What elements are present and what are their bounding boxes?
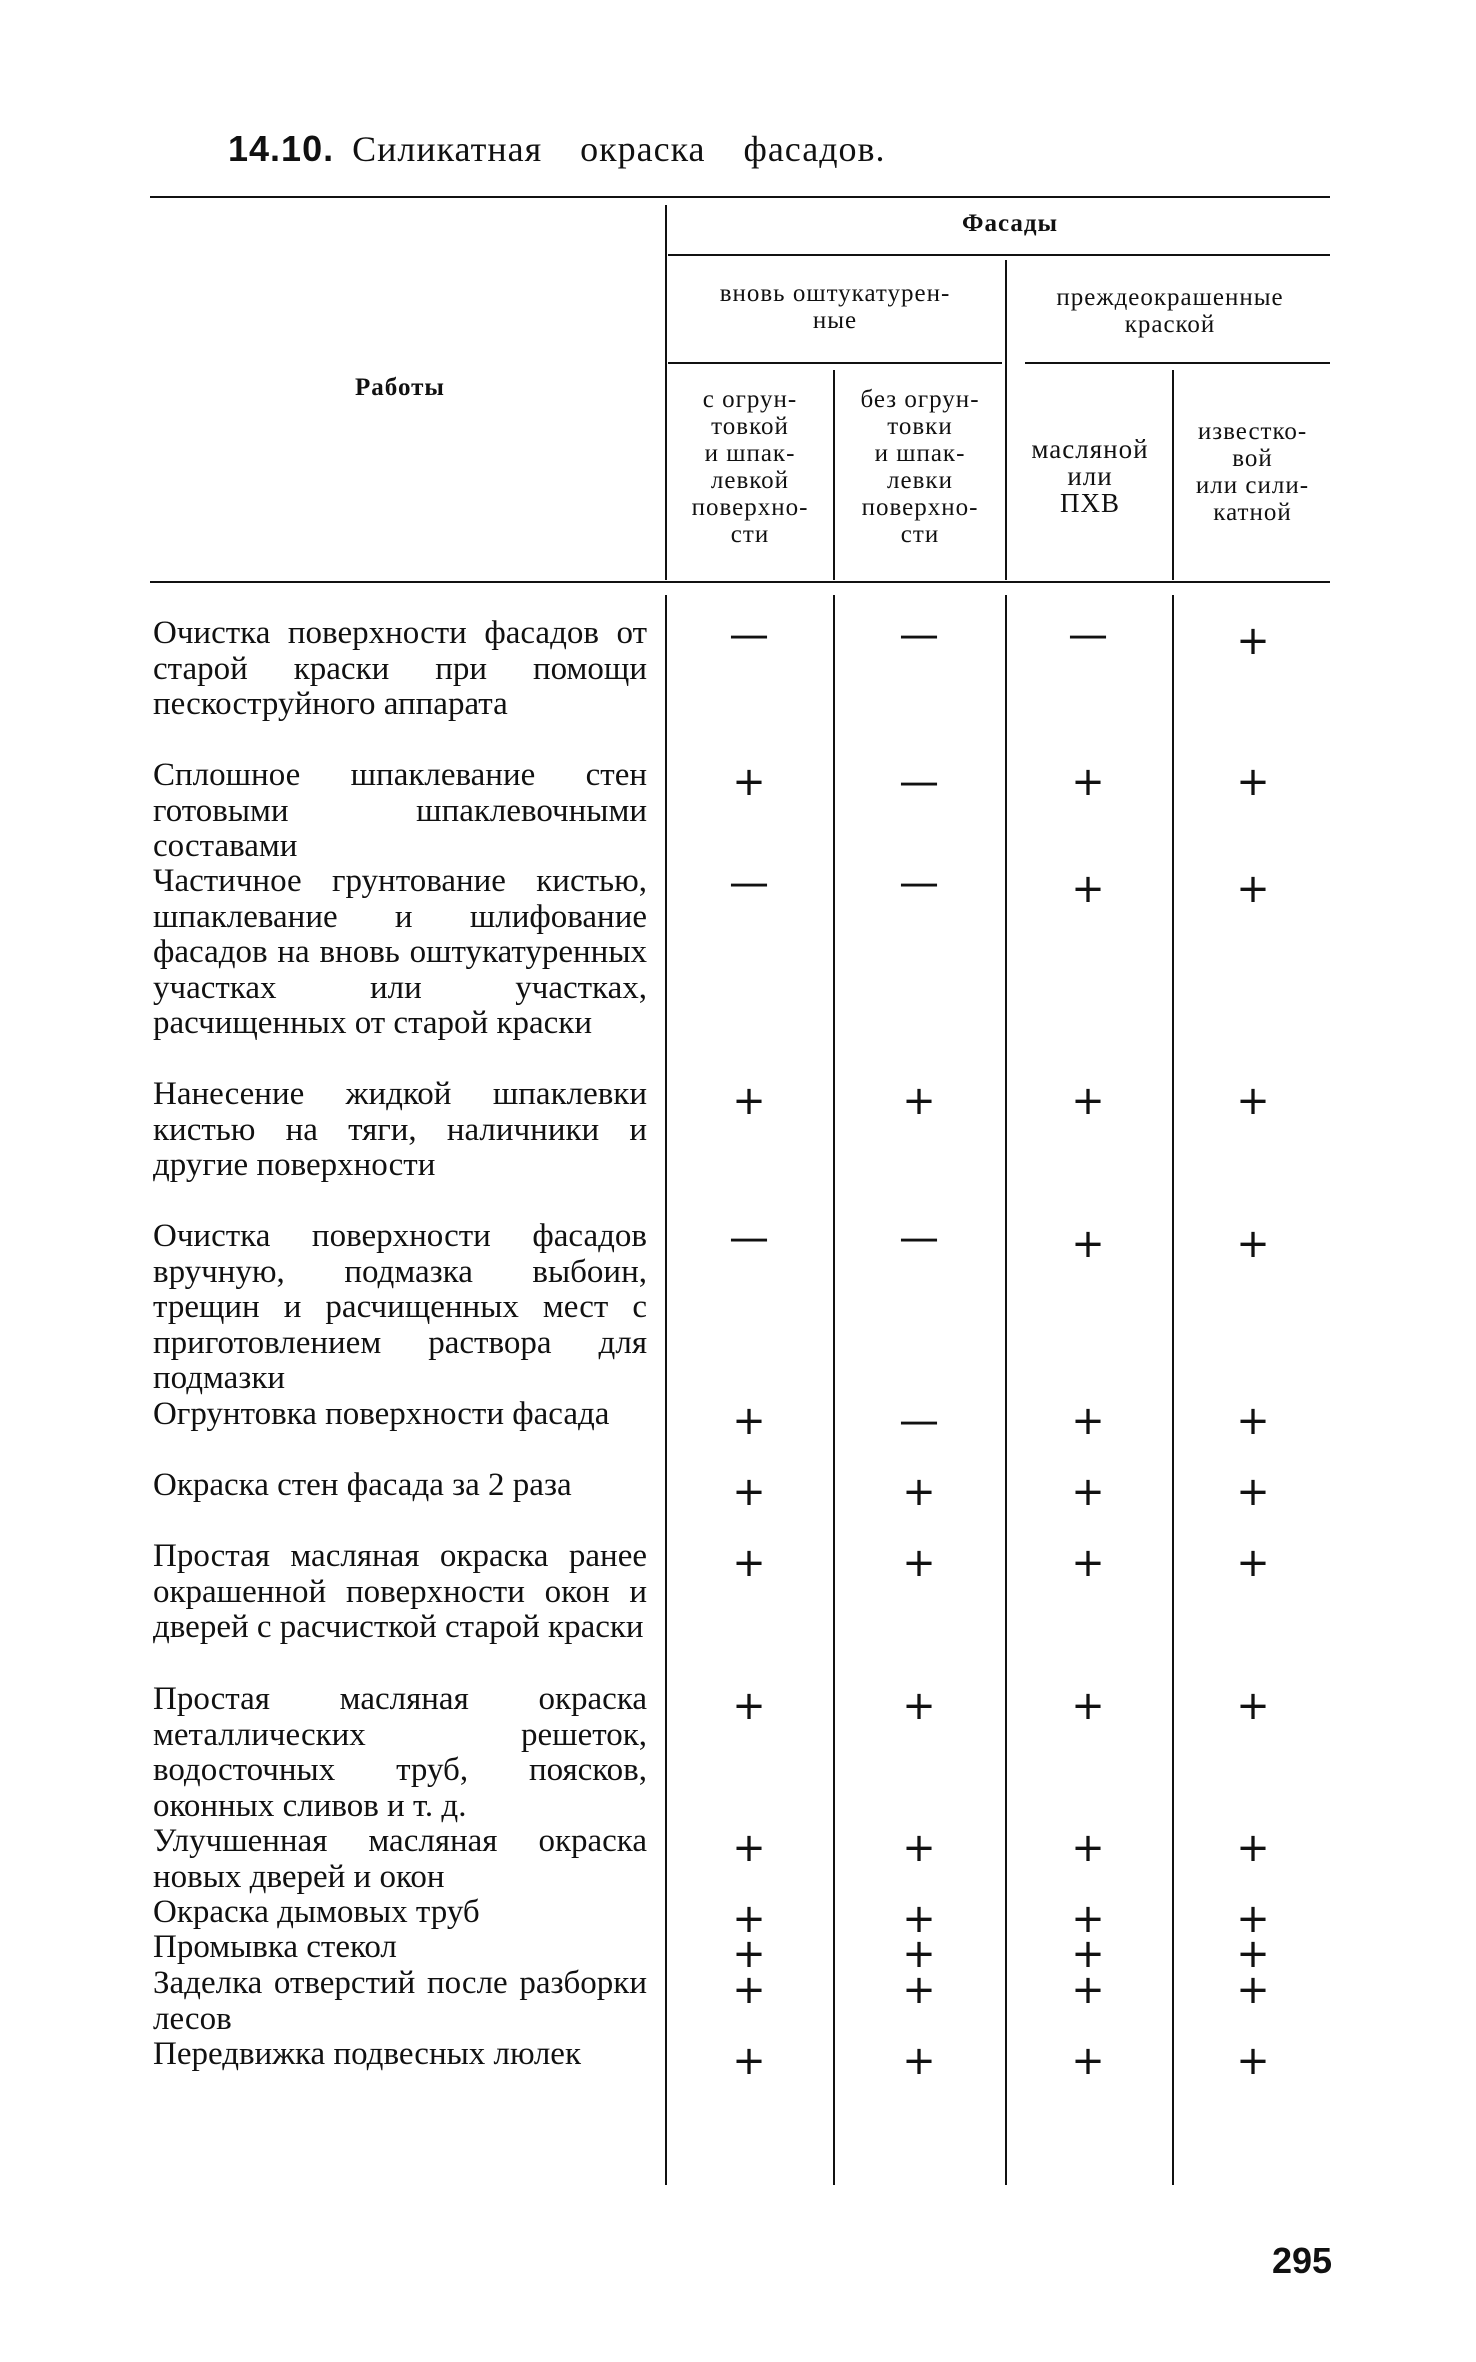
row-mark: + — [732, 1825, 766, 1871]
section-title-text: Силикатная окраска фасадов. — [352, 129, 886, 169]
row-mark: + — [902, 1540, 936, 1586]
table-top-rule — [150, 196, 1330, 198]
header-group-painted: преждеокрашенные краской — [1056, 284, 1284, 338]
row-mark: + — [1071, 1683, 1105, 1729]
section-number: 14.10. — [228, 128, 335, 169]
column-divider-groups — [1005, 260, 1007, 580]
table-row-label: Окраска стен фасада за 2 раза — [153, 1467, 572, 1503]
table-row-label: Сплошное шпаклевание стен готовыми шпаклевочными составами — [153, 757, 647, 864]
column-divider-works — [665, 205, 667, 580]
row-mark: + — [1236, 1931, 1270, 1977]
row-mark: + — [1071, 1540, 1105, 1586]
table-row-label: Окраска дымовых труб — [153, 1894, 480, 1930]
row-mark: + — [902, 1078, 936, 1124]
row-mark: + — [1236, 1683, 1270, 1729]
row-mark: + — [1071, 1469, 1105, 1515]
row-mark: + — [1071, 1967, 1105, 2013]
row-mark: + — [902, 1469, 936, 1515]
row-mark: + — [732, 1683, 766, 1729]
row-mark: + — [732, 1967, 766, 2013]
row-mark: — — [899, 1215, 939, 1261]
table-row-label: Простая масляная окраска металлических решеток, водосточных труб, поясков, оконных сливов и т. д. — [153, 1681, 647, 1824]
header-bottom-rule — [150, 581, 1330, 583]
row-mark: + — [1236, 2038, 1270, 2084]
row-mark: + — [1071, 1221, 1105, 1267]
header-col-without-priming: без огрун- товки и шпак- левки поверхно- сти — [860, 386, 980, 548]
body-column-divider-3 — [1172, 595, 1174, 2185]
row-mark: + — [902, 1683, 936, 1729]
header-col-with-priming: с огрун- товкой и шпак- левкой поверхно- сти — [691, 386, 809, 548]
header-col-oil-pvc: масляной или ПХВ — [1031, 434, 1149, 518]
row-mark: + — [1071, 759, 1105, 805]
row-mark: — — [729, 612, 769, 658]
group-painted-rule — [1025, 362, 1330, 364]
row-mark: + — [1236, 1825, 1270, 1871]
row-mark: + — [732, 2038, 766, 2084]
table-row-label: Промывка стекол — [153, 1929, 397, 1965]
row-mark: + — [732, 1078, 766, 1124]
row-mark: + — [732, 1896, 766, 1942]
row-mark: — — [899, 1398, 939, 1444]
row-mark: + — [1071, 1398, 1105, 1444]
row-mark: + — [1071, 2038, 1105, 2084]
row-mark: + — [1236, 1221, 1270, 1267]
row-mark: — — [729, 1215, 769, 1261]
row-mark: + — [1236, 1398, 1270, 1444]
row-mark: + — [902, 1931, 936, 1977]
row-mark: + — [902, 1896, 936, 1942]
row-mark: + — [1236, 1896, 1270, 1942]
row-mark: + — [1236, 1469, 1270, 1515]
table-row-label: Очистка поверхности фасадов вручную, подмазка выбоин, трещин и расчищенных мест с приготовлением раствора для подмазки — [153, 1218, 647, 1396]
row-mark: + — [1071, 1078, 1105, 1124]
table-row-label: Частичное грунтование кистью, шпаклевание и шлифование фасадов на вновь оштукатуренных участках или участках, расчищенных от старой краски — [153, 863, 647, 1041]
row-mark: + — [902, 2038, 936, 2084]
row-mark: — — [899, 860, 939, 906]
row-mark: + — [732, 1469, 766, 1515]
row-mark: + — [1236, 1078, 1270, 1124]
row-mark: — — [729, 860, 769, 906]
row-mark: + — [1071, 866, 1105, 912]
row-mark: + — [1071, 1825, 1105, 1871]
row-mark: + — [1236, 866, 1270, 912]
table-row-label: Улучшенная масляная окраска новых дверей и окон — [153, 1823, 647, 1895]
row-mark: + — [1236, 618, 1270, 664]
body-column-divider-works — [665, 595, 667, 2185]
column-divider-1 — [833, 370, 835, 580]
table-row-label: Заделка отверстий после разборки лесов — [153, 1965, 647, 2037]
body-column-divider-1 — [833, 595, 835, 2185]
body-column-divider-2 — [1005, 595, 1007, 2185]
table-row-label: Очистка поверхности фасадов от старой краски при помощи пескоструйного аппарата — [153, 615, 647, 722]
table-row-label: Огрунтовка поверхности фасада — [153, 1396, 610, 1432]
row-mark: + — [732, 1540, 766, 1586]
header-works: Работы — [355, 374, 445, 401]
column-divider-3 — [1172, 370, 1174, 580]
row-mark: + — [902, 1825, 936, 1871]
row-mark: + — [1236, 1540, 1270, 1586]
facades-rule — [668, 254, 1330, 256]
row-mark: + — [732, 1398, 766, 1444]
row-mark: + — [732, 1931, 766, 1977]
group-new-rule — [668, 362, 1002, 364]
row-mark: + — [1236, 1967, 1270, 2013]
header-facades: Фасады — [961, 210, 1059, 237]
row-mark: — — [899, 759, 939, 805]
row-mark: — — [899, 612, 939, 658]
row-mark: + — [1071, 1896, 1105, 1942]
header-col-lime-silicate: известко- вой или сили- катной — [1195, 418, 1310, 526]
row-mark: — — [1068, 612, 1108, 658]
table-row-label: Нанесение жидкой шпаклевки кистью на тяги, наличники и другие поверхности — [153, 1076, 647, 1183]
table-row-label: Передвижка подвесных люлек — [153, 2036, 581, 2072]
page-number: 295 — [1272, 2240, 1333, 2281]
section-title — [228, 128, 886, 170]
row-mark: + — [1236, 759, 1270, 805]
row-mark: + — [902, 1967, 936, 2013]
row-mark: + — [1071, 1931, 1105, 1977]
header-group-new: вновь оштукатурен- ные — [719, 280, 951, 334]
row-mark: + — [732, 759, 766, 805]
table-row-label: Простая масляная окраска ранее окрашенной поверхности окон и дверей с расчисткой старой краски — [153, 1538, 647, 1645]
